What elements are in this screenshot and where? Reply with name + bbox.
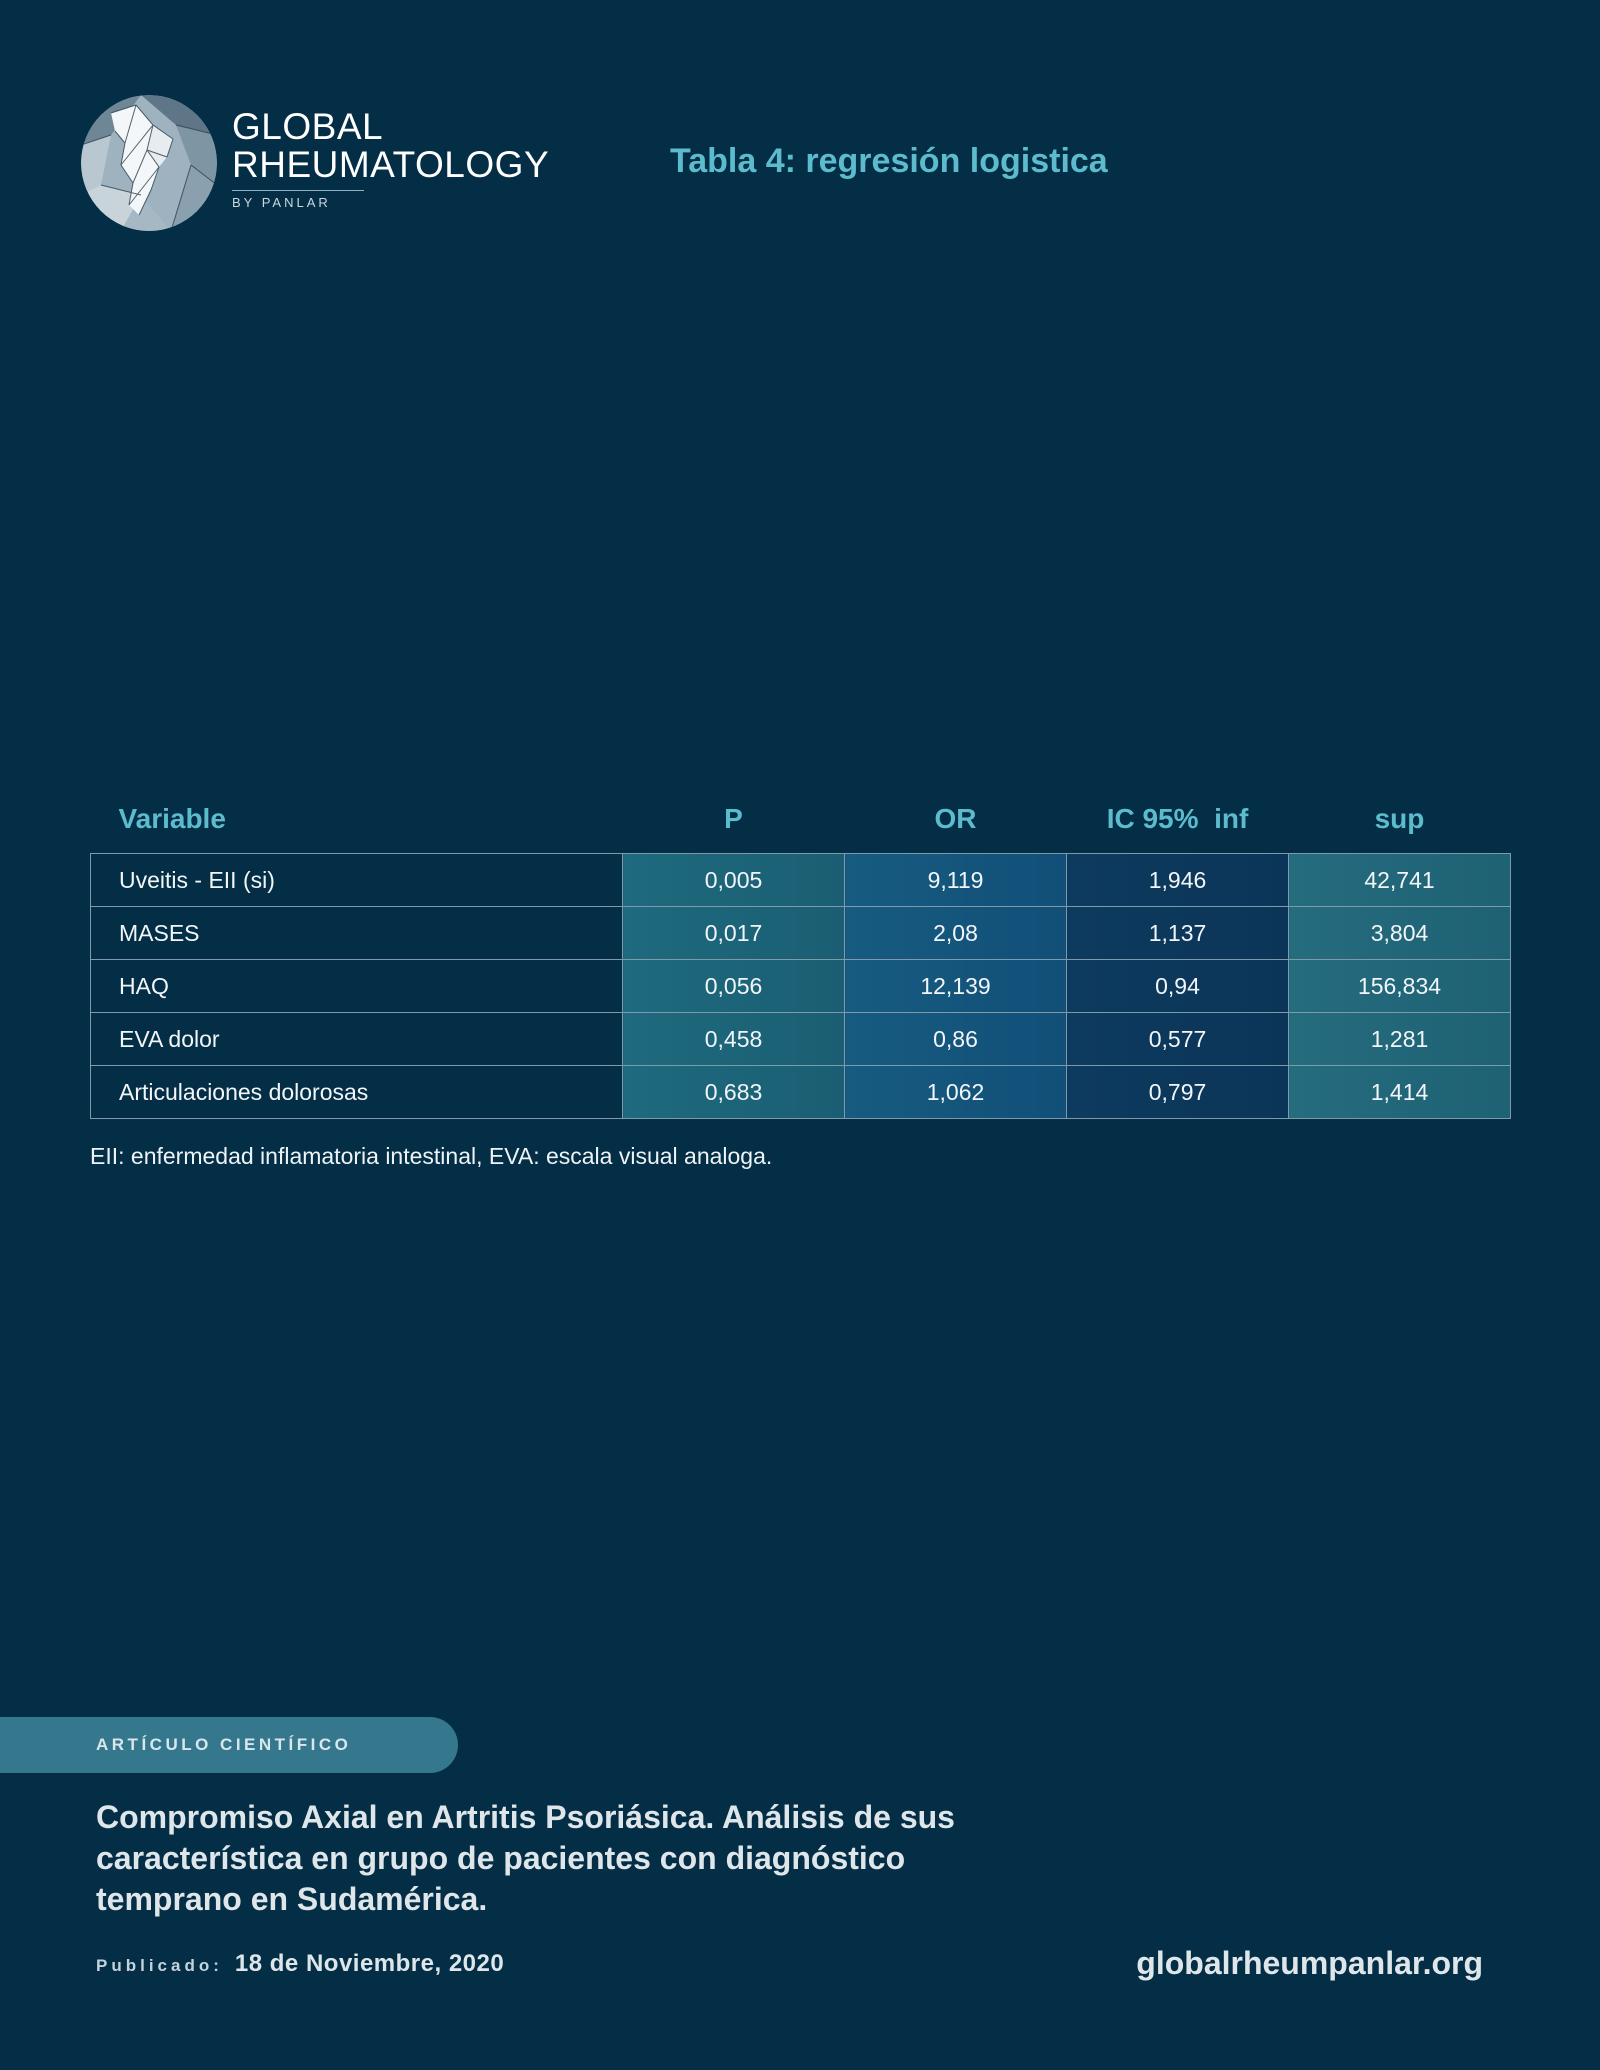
table-header-row (91, 785, 1511, 854)
cell-inf: 1,946 (1067, 854, 1289, 907)
brand-subtitle: BY PANLAR (232, 195, 331, 210)
cell-or: 9,119 (845, 854, 1067, 907)
page-title: Tabla 4: regresión logistica (670, 142, 1108, 180)
cell-variable: Articulaciones dolorosas (91, 1066, 623, 1119)
header-or: OR (934, 803, 977, 834)
table-footnote: EII: enfermedad inflamatoria intestinal, EVA: escala visual analoga. (90, 1143, 773, 1169)
globe-logo-icon (81, 95, 217, 231)
table-row (91, 854, 1511, 907)
header-ic-inf: IC 95% inf (1106, 803, 1249, 834)
cell-or: 0,86 (845, 1013, 1067, 1066)
published-date: 18 de Noviembre, 2020 (234, 1950, 505, 1977)
cell-variable: HAQ (91, 960, 623, 1013)
cell-p: 0,005 (623, 854, 845, 907)
cell-inf: 0,797 (1067, 1066, 1289, 1119)
brand-line-2: RHEUMATOLOGY (232, 144, 550, 185)
article-type-label: ARTÍCULO CIENTÍFICO (96, 1735, 352, 1754)
published-info (96, 1950, 504, 1978)
cell-p: 0,056 (623, 960, 845, 1013)
brand-divider (232, 190, 364, 191)
header-p: P (724, 803, 743, 834)
cell-sup: 1,414 (1289, 1066, 1511, 1119)
table-row (91, 960, 1511, 1013)
website-link[interactable]: globalrheumpanlar.org (1136, 1945, 1483, 1981)
table-row (91, 907, 1511, 960)
cell-or: 2,08 (845, 907, 1067, 960)
published-label: Publicado: (96, 1956, 223, 1975)
header-variable: Variable (118, 803, 226, 834)
article-title: Compromiso Axial en Artritis Psoriásica. Análisis de sus característica en grupo de pacientes con diagnóstico temprano en Sudamérica. (96, 1799, 955, 1917)
brand-logo (232, 108, 549, 210)
regression-table-wrapper (90, 785, 1510, 1119)
cell-p: 0,683 (623, 1066, 845, 1119)
regression-table (90, 785, 1511, 1119)
cell-variable: EVA dolor (91, 1013, 623, 1066)
cell-sup: 156,834 (1289, 960, 1511, 1013)
cell-inf: 0,577 (1067, 1013, 1289, 1066)
header-sup: sup (1374, 803, 1425, 834)
brand-line-1: GLOBAL (232, 106, 384, 147)
cell-inf: 0,94 (1067, 960, 1289, 1013)
cell-sup: 3,804 (1289, 907, 1511, 960)
cell-variable: MASES (91, 907, 623, 960)
cell-p: 0,017 (623, 907, 845, 960)
cell-p: 0,458 (623, 1013, 845, 1066)
table-row (91, 1013, 1511, 1066)
article-type-tag (0, 1717, 458, 1773)
cell-or: 1,062 (845, 1066, 1067, 1119)
table-row (91, 1066, 1511, 1119)
cell-sup: 42,741 (1289, 854, 1511, 907)
cell-sup: 1,281 (1289, 1013, 1511, 1066)
cell-inf: 1,137 (1067, 907, 1289, 960)
cell-variable: Uveitis - EII (si) (91, 854, 623, 907)
cell-or: 12,139 (845, 960, 1067, 1013)
